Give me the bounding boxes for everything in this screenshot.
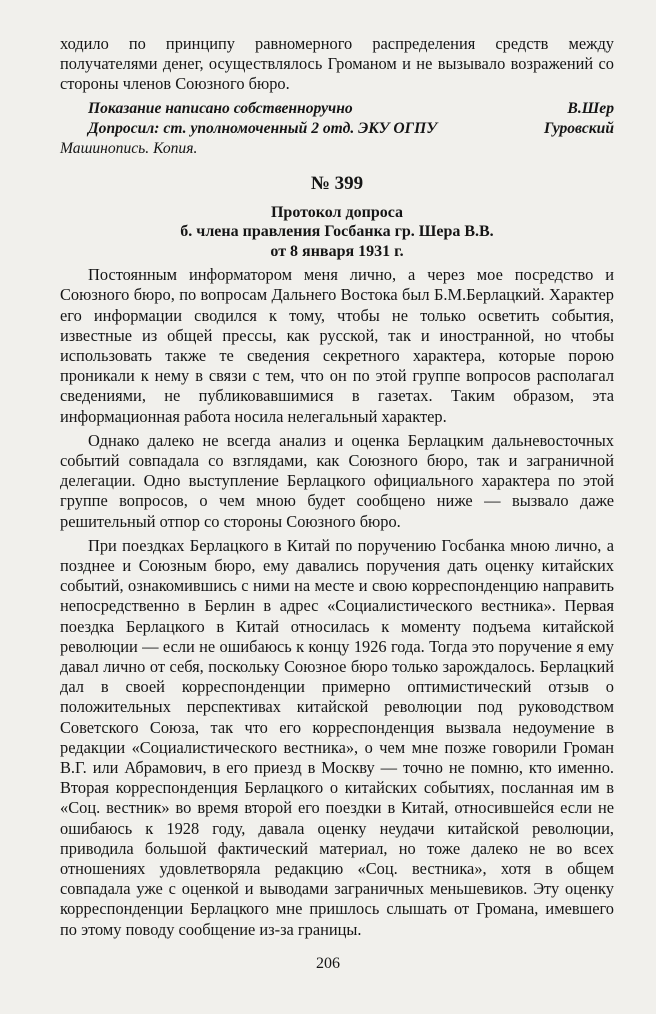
interrogator-label: Допросил: ст. уполномоченный 2 отд. ЭКУ ОГПУ <box>88 119 438 137</box>
interrogator-name: Гуровский <box>544 119 614 137</box>
document-title-line: от 8 января 1931 г. <box>270 242 404 260</box>
document-title <box>60 203 614 262</box>
statement-label: Показание написано собственноручно <box>88 99 353 117</box>
document-title-line: б. члена правления Госбанка гр. Шера В.В. <box>180 223 494 241</box>
copy-note: Машинопись. Копия. <box>60 139 198 157</box>
body-paragraph: При поездках Берлацкого в Китай по поручению Госбанка мною лично, а позднее и Союзным бюро, ему давались поручения дать оценку китайских событий, ознакомившись с ними на месте и свою корреспонденцию направить непосредственно в Берлин в адрес «Социалистического вестника». Первая поездка Берлацкого в Китай относилась к моменту подъема китайской революции — если не ошибаюсь к концу 1926 года. Тогда это поручение я ему давал лично от себя, поскольку Союзное бюро только зарождалось. Берлацкий дал в своей корреспонденции примерно оптимистический отзыв о положительных перспективах китайской революции под руководством Советского Союза, так что его корреспонденция вызвала недоумение в редакции «Социалистического вестника», о чем мне позже говорили Громан В.Г. или Абрамович, в его приезд в Москву — точно не помню, кто именно. Вторая корреспонденция Берлацкого о китайских событиях, посланная им в «Соц. вестник» во время второй его поездки в Китай, относившейся если не ошибаюсь к 1928 году, давала оценку неудачи китайской революции, приводила большой фактический материал, но тоже далеко не во всех отношениях удовлетворяла редакцию «Соц. вестника», хотя в общем совпадала уже с оценкой и выводами заграничных меньшевиков. Эту оценку корреспонденции Берлацкого мне пришлось слышать от Громана, имевшего по этому поводу сообщение из-за границы. <box>60 535 614 939</box>
body-paragraph: Постоянным информатором меня лично, а через мое посредство и Союзного бюро, по вопросам Дальнего Востока был Б.М.Берлацкий. Характер его информации сводился к тому, чтобы не только осветить события, известные из общей прессы, как русской, так и иностранной, но чтобы использовать также те сведения секретного характера, которые порою проникали к нему в связи с тем, что он по этой группе вопросов располагал сведениями, не публиковавшимися в газетах. Таким образом, эта информационная работа носила нелегальный характер. <box>60 265 614 426</box>
intro-paragraph: ходило по принципу равномерного распределения средств между получателями денег, осуществлялось Громаном и не вызывало возражений со стороны членов Союзного бюро. <box>60 34 614 94</box>
statement-signature-row <box>60 99 614 119</box>
body-paragraph: Однако далеко не всегда анализ и оценка Берлацким дальневосточных событий совпадала со взглядами, как Союзного бюро, так и заграничной делегации. Одно выступление Берлацкого официального характера по этой группе вопросов, о чем мною будет сообщено ниже — вызвало даже решительный отпор со стороны Союзного бюро. <box>60 430 614 531</box>
statement-signer-name: В.Шер <box>567 99 614 117</box>
document-title-line: Протокол допроса <box>270 203 404 221</box>
page-number: 206 <box>316 955 340 972</box>
interrogator-signature-row <box>60 119 614 139</box>
document-number: № 399 <box>310 172 364 194</box>
